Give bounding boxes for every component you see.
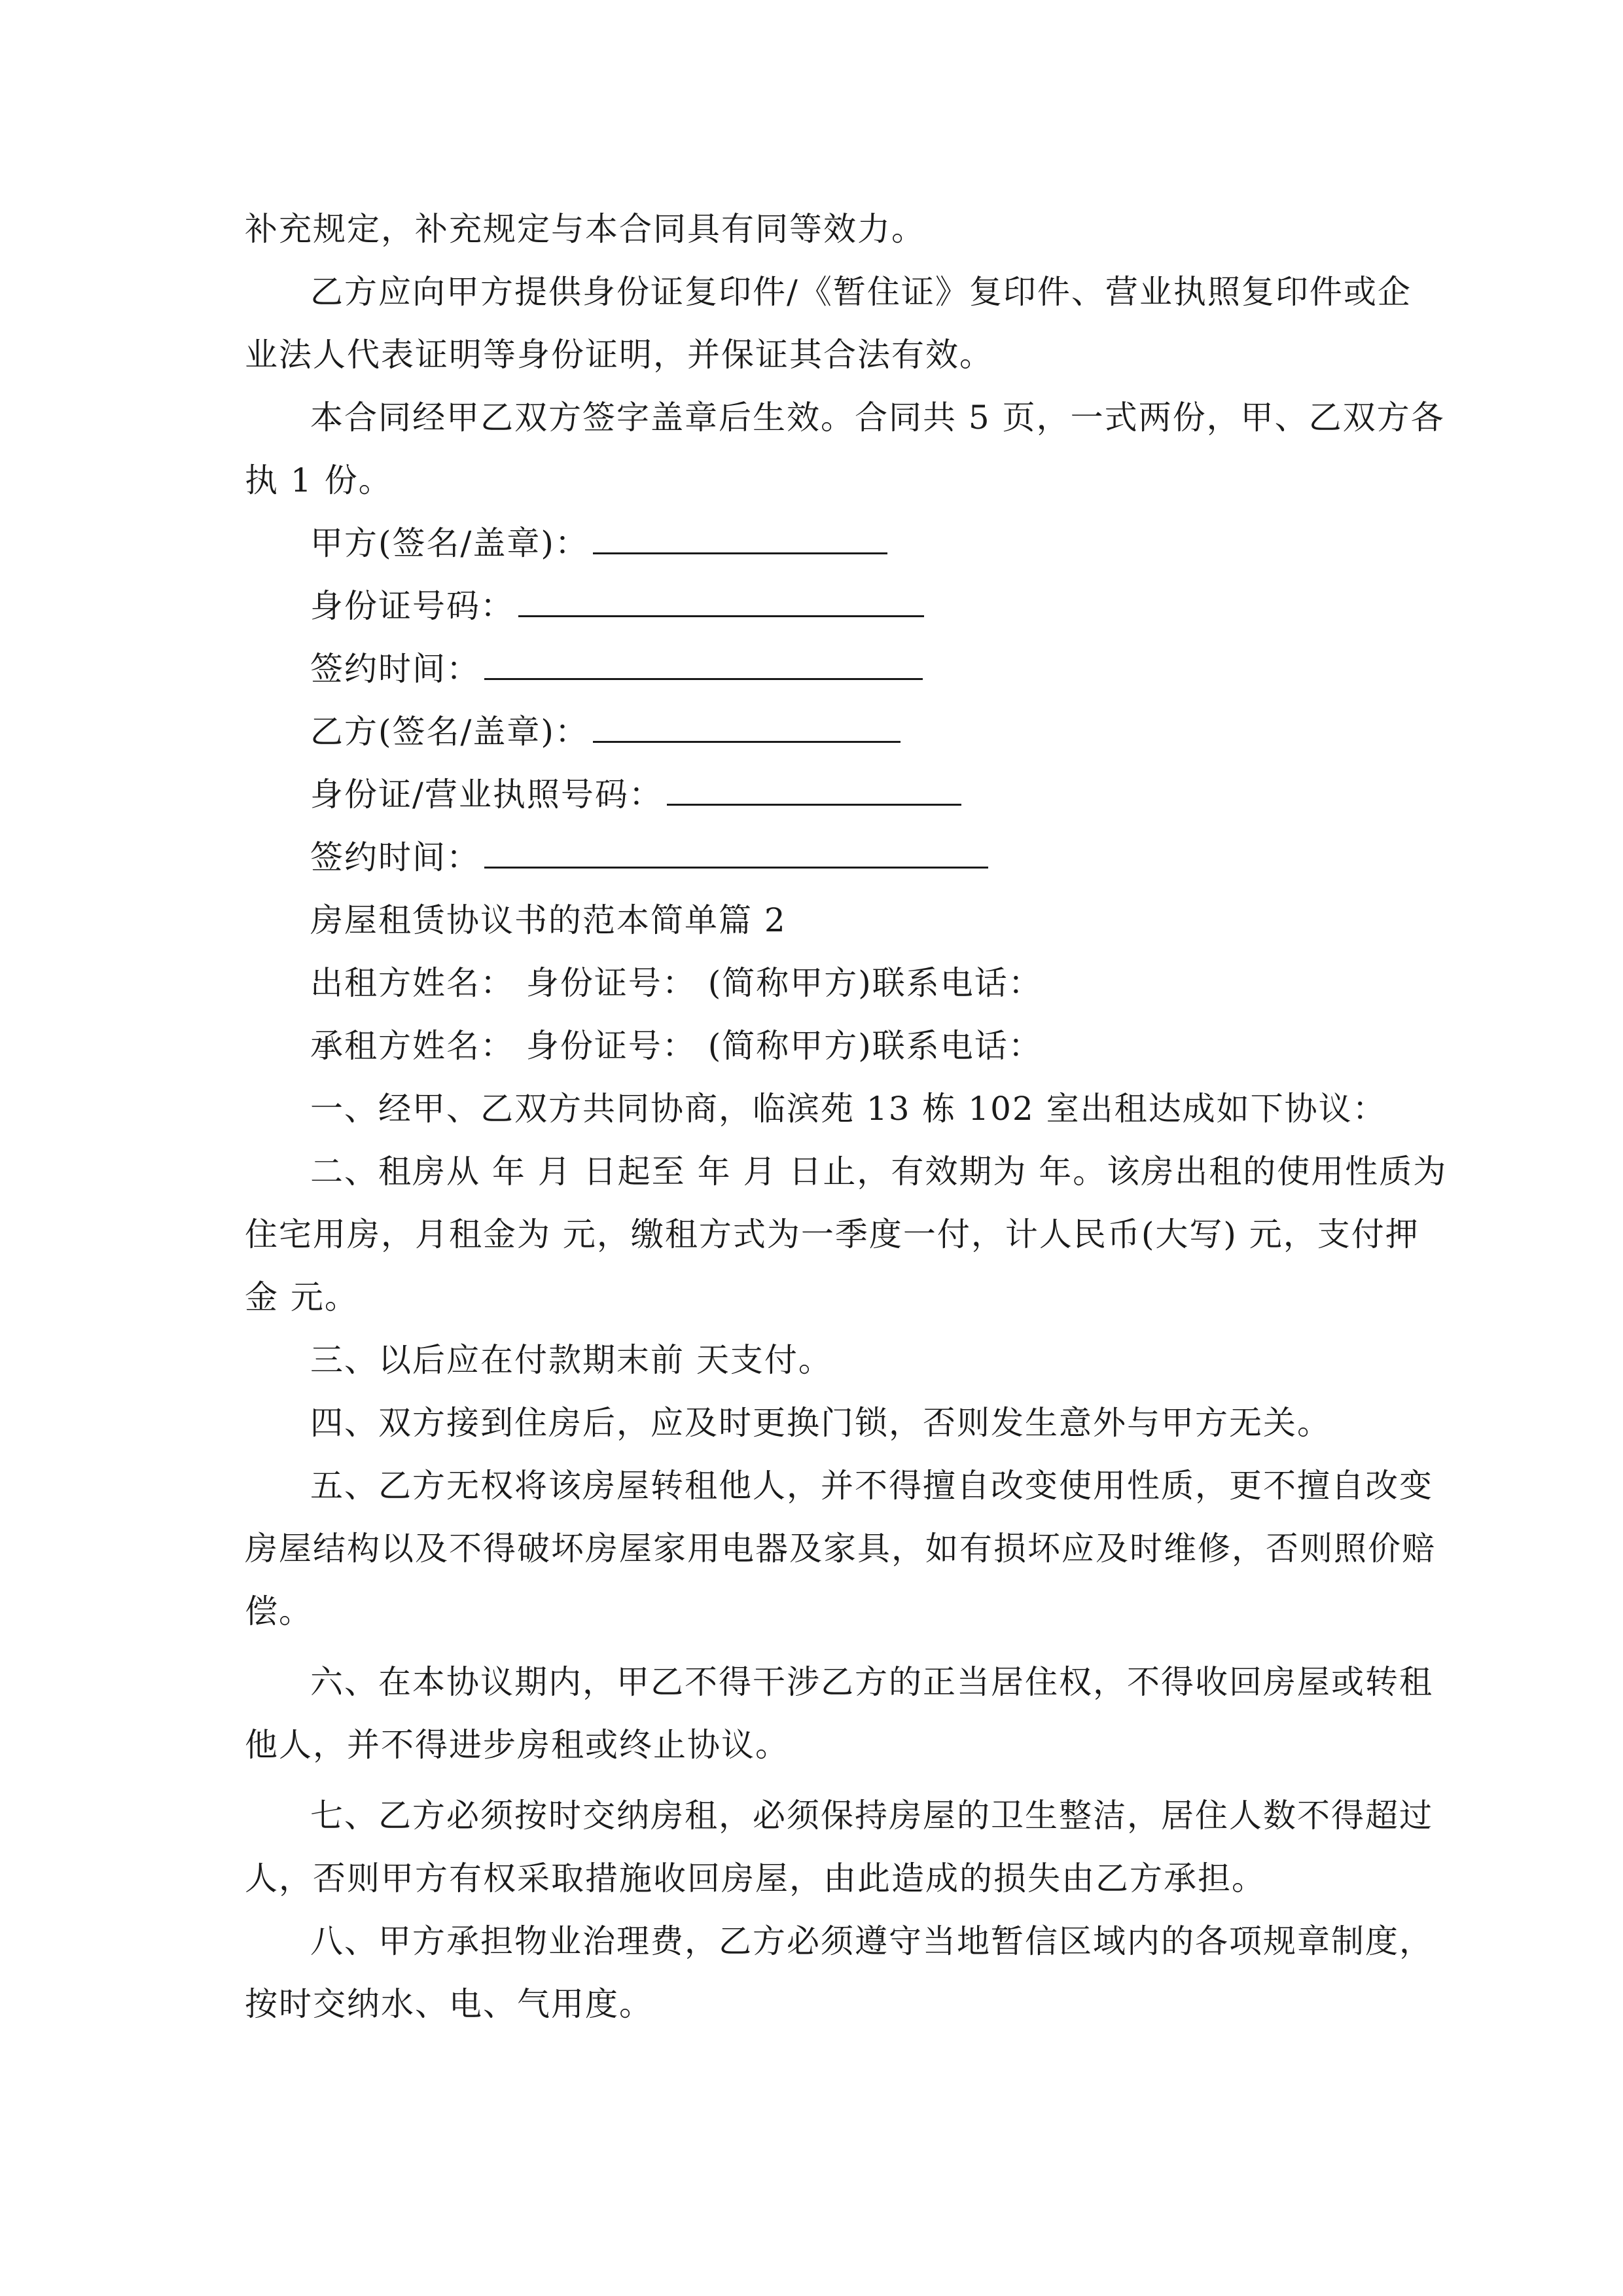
clause-line: 他人，并不得进步房租或终止协议。	[245, 1726, 789, 1764]
party-b-id-row	[310, 774, 961, 816]
paragraph-line: 补充规定，补充规定与本合同具有同等效力。	[245, 210, 925, 248]
party-a-id-label: 身份证号码：	[310, 587, 514, 625]
paragraph-line: 业法人代表证明等身份证明，并保证其合法有效。	[245, 336, 993, 374]
clause-line: 八、甲方承担物业治理费，乙方必须遵守当地暂信区域内的各项规章制度，	[310, 1922, 1433, 1960]
clause-line: 二、租房从 年 月 日起至 年 月 日止，有效期为 年。该房出租的使用性质为	[310, 1153, 1448, 1191]
lessee-info-line: 承租方姓名： 身份证号： (简称甲方)联系电话：	[310, 1027, 1043, 1065]
clause-line: 偿。	[245, 1592, 313, 1630]
party-b-id-label: 身份证/营业执照号码：	[310, 776, 663, 814]
lessor-info-line: 出租方姓名： 身份证号： (简称甲方)联系电话：	[310, 964, 1043, 1002]
clause-line: 按时交纳水、电、气用度。	[245, 1985, 653, 2023]
clause-line: 三、以后应在付款期末前 天支付。	[310, 1341, 832, 1379]
paragraph-line: 执 1 份。	[245, 461, 393, 499]
party-a-date-label: 签约时间：	[310, 650, 480, 688]
party-a-id-row	[310, 585, 924, 627]
clause-line: 房屋结构以及不得破坏房屋家用电器及家具，如有损坏应及时维修，否则照价赔	[245, 1530, 1436, 1568]
party-b-signature-blank[interactable]	[593, 712, 901, 743]
party-a-signature-row	[310, 522, 887, 564]
party-b-date-label: 签约时间：	[310, 838, 480, 876]
party-a-date-blank[interactable]	[484, 649, 923, 680]
clause-line: 六、在本协议期内，甲乙不得干涉乙方的正当居住权，不得收回房屋或转租	[310, 1663, 1433, 1701]
clause-line: 人，否则甲方有权采取措施收回房屋，由此造成的损失由乙方承担。	[245, 1859, 1266, 1897]
party-b-id-blank[interactable]	[667, 775, 961, 806]
section-title: 房屋租赁协议书的范本简单篇 2	[310, 901, 787, 939]
party-a-signature-blank[interactable]	[593, 524, 887, 554]
clause-line: 一、经甲、乙双方共同协商，临滨苑 13 栋 102 室出租达成如下协议：	[310, 1090, 1387, 1128]
clause-line: 七、乙方必须按时交纳房租，必须保持房屋的卫生整洁，居住人数不得超过	[310, 1797, 1433, 1835]
clause-line: 五、乙方无权将该房屋转租他人，并不得擅自改变使用性质，更不擅自改变	[310, 1467, 1433, 1505]
clause-line: 四、双方接到住房后，应及时更换门锁，否则发生意外与甲方无关。	[310, 1404, 1331, 1442]
party-b-date-row	[310, 836, 988, 878]
clause-line: 金 元。	[245, 1278, 359, 1316]
party-a-signature-label: 甲方(签名/盖章)：	[310, 524, 589, 562]
party-a-id-blank[interactable]	[518, 586, 924, 617]
party-b-date-blank[interactable]	[484, 838, 988, 869]
party-b-signature-row	[310, 711, 901, 753]
clause-line: 住宅用房，月租金为 元，缴租方式为一季度一付，计人民币(大写) 元，支付押	[245, 1215, 1419, 1253]
party-b-signature-label: 乙方(签名/盖章)：	[310, 713, 589, 751]
paragraph-line: 本合同经甲乙双方签字盖章后生效。合同共 5 页，一式两份，甲、乙双方各	[310, 399, 1445, 437]
paragraph-line: 乙方应向甲方提供身份证复印件/《暂住证》复印件、营业执照复印件或企	[310, 273, 1412, 311]
party-a-date-row	[310, 648, 923, 690]
